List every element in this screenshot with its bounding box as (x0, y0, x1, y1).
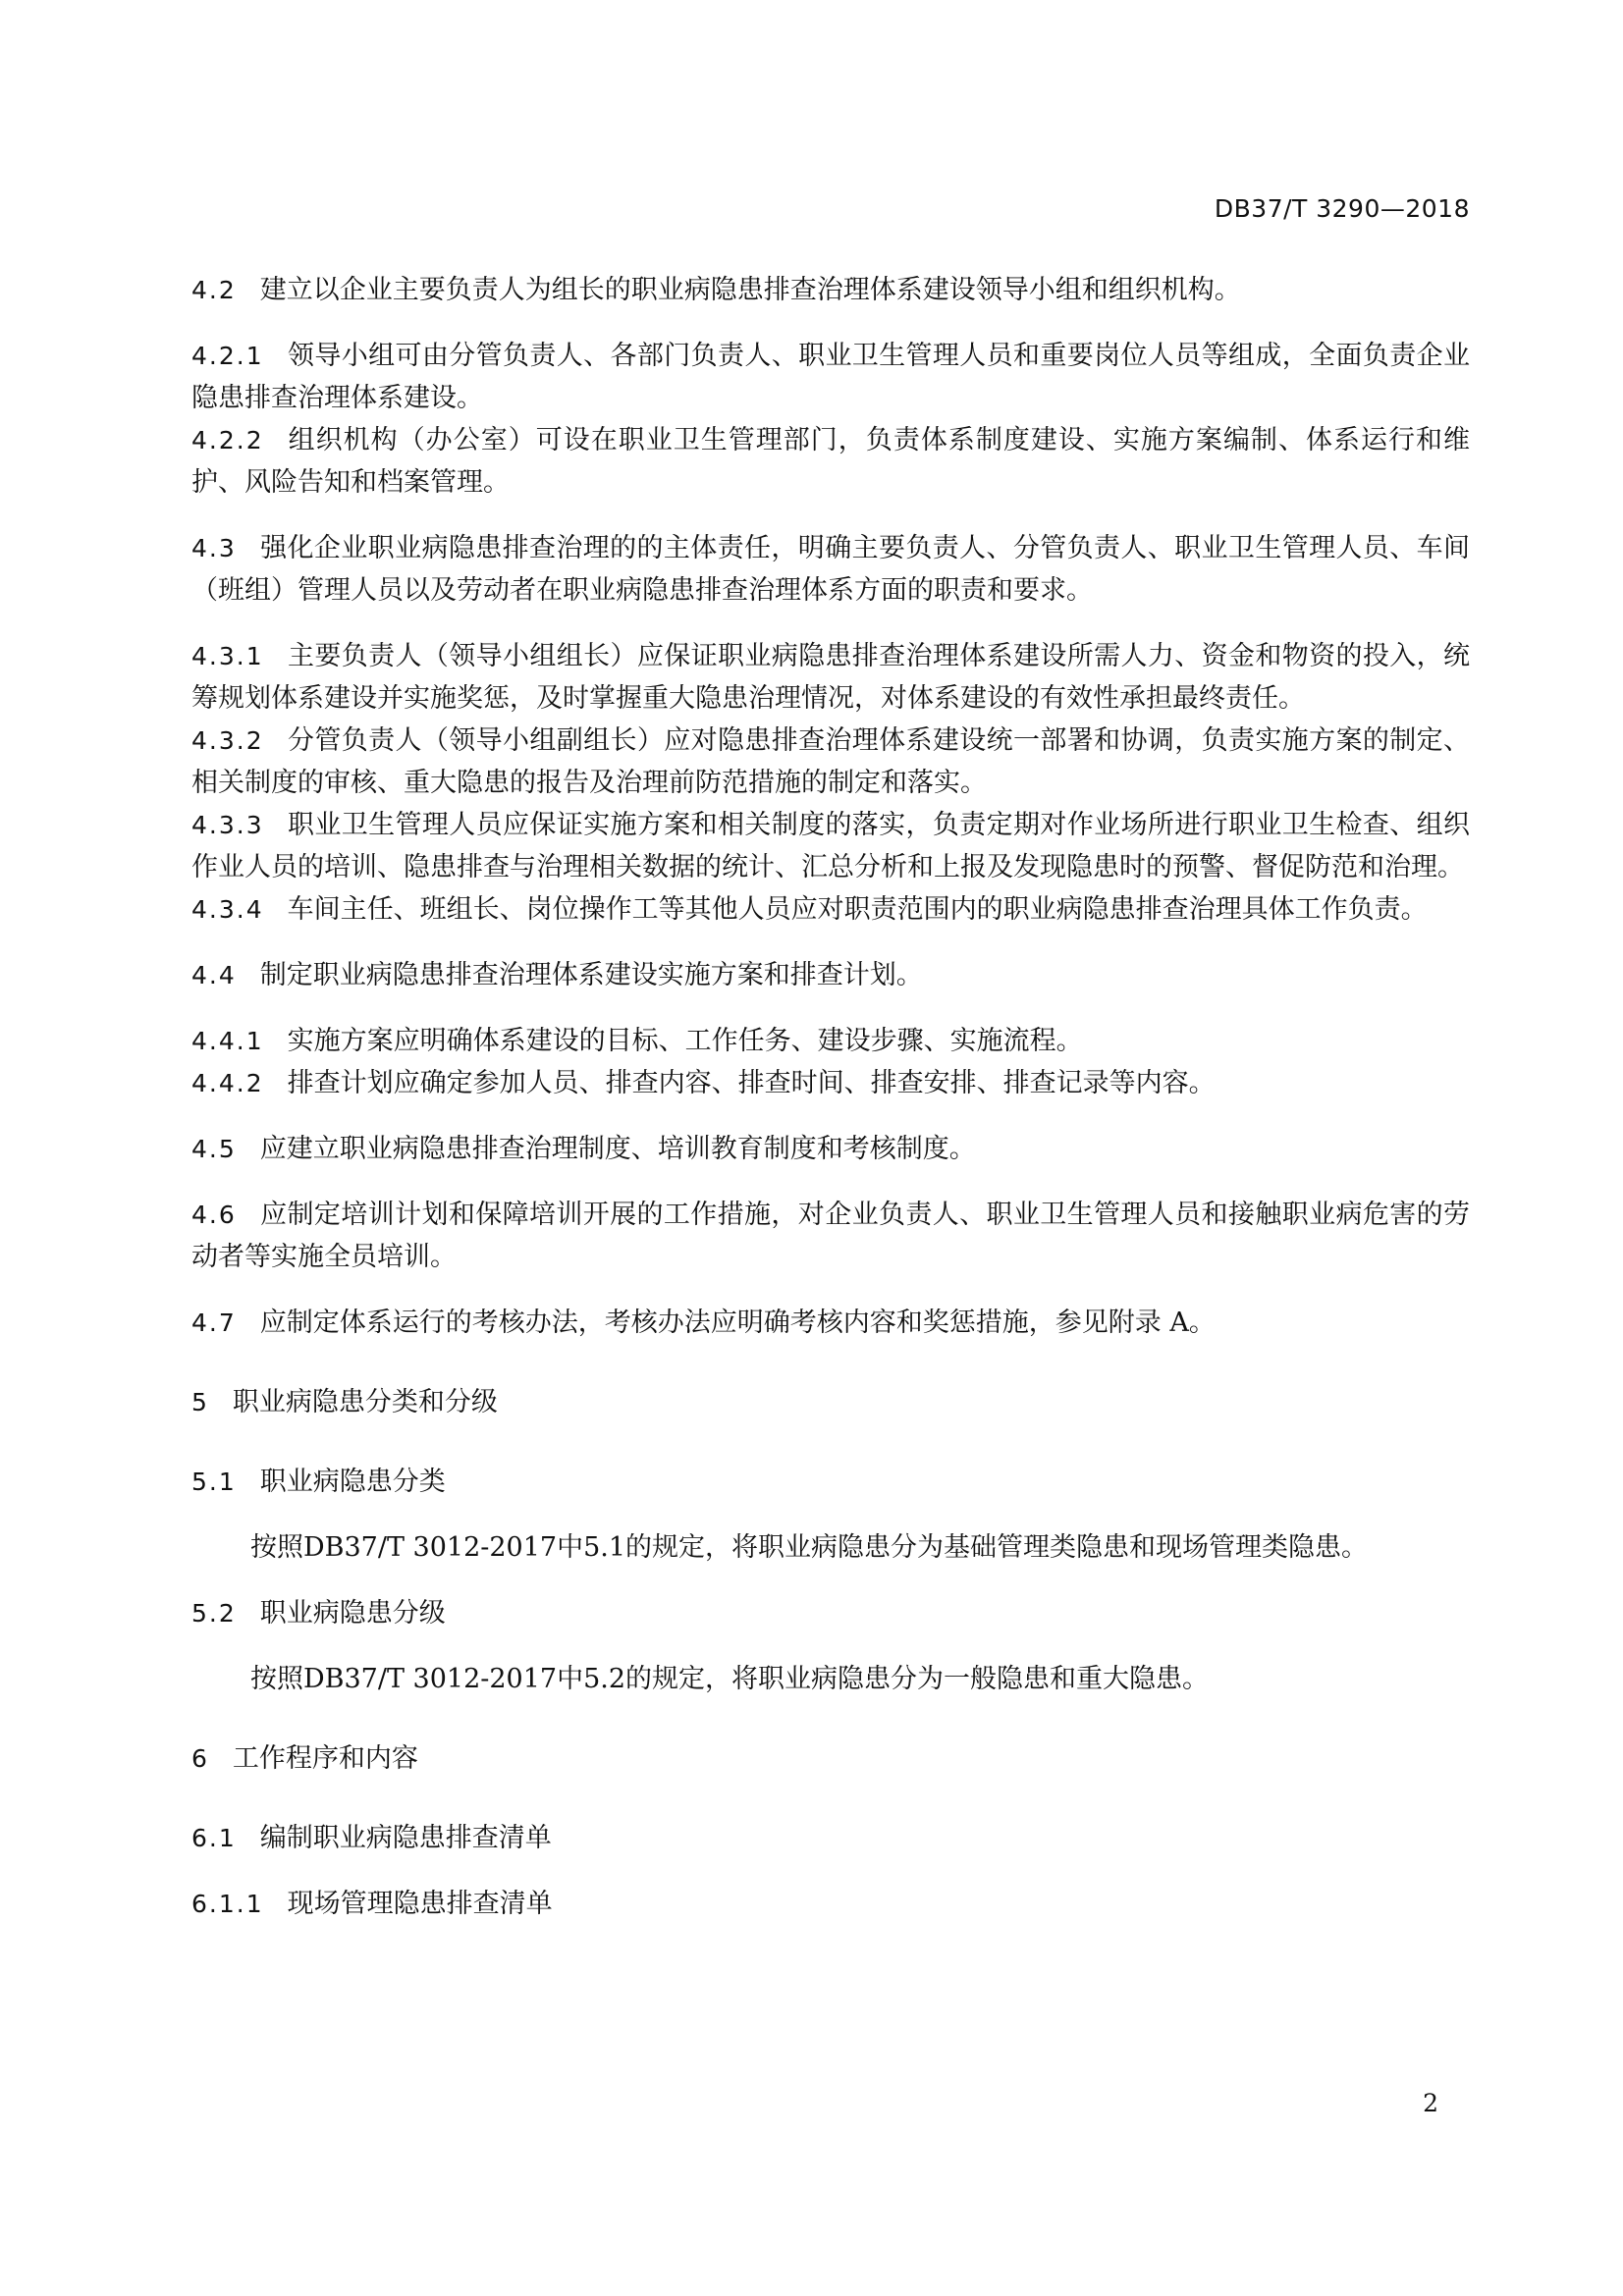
subsection-5-1-heading (191, 1461, 1470, 1503)
section-number: 6.1.1 (191, 1890, 264, 1918)
clause-text: 制定职业病隐患排查治理体系建设实施方案和排查计划。 (259, 960, 923, 990)
section-title: 编制职业病隐患排查清单 (259, 1823, 552, 1853)
section-title: 职业病隐患分类 (259, 1467, 446, 1497)
section-title: 现场管理隐患排查清单 (287, 1889, 553, 1919)
section-title: 工作程序和内容 (232, 1743, 418, 1774)
clause-4-3-1 (191, 635, 1470, 720)
clause-number: 4.3.4 (191, 895, 264, 924)
section-title: 职业病隐患分级 (259, 1598, 446, 1629)
clause-text: 排查计划应确定参加人员、排查内容、排查时间、排查安排、排查记录等内容。 (287, 1068, 1216, 1098)
clause-text: 建立以企业主要负责人为组长的职业病隐患排查治理体系建设领导小组和组织机构。 (259, 275, 1241, 305)
clause-number: 4.3.2 (191, 726, 264, 755)
clause-text: 车间主任、班组长、岗位操作工等其他人员应对职责范围内的职业病隐患排查治理具体工作负责。 (287, 894, 1428, 925)
clause-number: 4.3 (191, 534, 237, 562)
document-body (191, 257, 1470, 1925)
clause-4-2 (191, 269, 1470, 311)
clause-4-4-2 (191, 1062, 1470, 1104)
section-number: 5 (191, 1388, 209, 1416)
clause-4-7 (191, 1302, 1470, 1344)
clause-4-3-3 (191, 804, 1470, 888)
clause-4-4 (191, 954, 1470, 996)
clause-text: 领导小组可由分管负责人、各部门负责人、职业卫生管理人员和重要岗位人员等组成，全面负责企业隐患排查治理体系建设。 (191, 341, 1470, 413)
clause-number: 4.3.1 (191, 642, 264, 670)
clause-number: 4.4.1 (191, 1027, 264, 1055)
clause-number: 4.2 (191, 276, 237, 304)
clause-4-4-1 (191, 1020, 1470, 1062)
section-number: 5.2 (191, 1599, 237, 1628)
clause-number: 4.4 (191, 961, 237, 989)
clause-number: 4.3.3 (191, 811, 264, 839)
clause-number: 4.4.2 (191, 1069, 264, 1097)
page-number: 2 (1423, 2089, 1438, 2117)
clause-number: 4.2.1 (191, 342, 264, 370)
section-5-heading (191, 1381, 1470, 1423)
subsection-6-1-1-heading (191, 1883, 1470, 1925)
clause-number: 4.5 (191, 1135, 237, 1163)
clause-4-6 (191, 1194, 1470, 1278)
paragraph-5-1: 按照DB37/T 3012-2017中5.1的规定，将职业病隐患分为基础管理类隐患和现场管理类隐患。 (250, 1532, 1369, 1563)
clause-4-5 (191, 1128, 1470, 1170)
clause-4-2-1 (191, 335, 1470, 419)
subsection-5-2-heading (191, 1592, 1470, 1634)
clause-text: 实施方案应明确体系建设的目标、工作任务、建设步骤、实施流程。 (287, 1026, 1083, 1056)
clause-text: 分管负责人（领导小组副组长）应对隐患排查治理体系建设统一部署和协调，负责实施方案的制定、相关制度的审核、重大隐患的报告及治理前防范措施的制定和落实。 (191, 725, 1470, 798)
clause-text: 组织机构（办公室）可设在职业卫生管理部门，负责体系制度建设、实施方案编制、体系运行和维护、风险告知和档案管理。 (191, 425, 1470, 498)
clause-text: 应制定体系运行的考核办法，考核办法应明确考核内容和奖惩措施，参见附录 A。 (259, 1308, 1216, 1338)
subsection-6-1-heading (191, 1817, 1470, 1859)
clause-text: 职业卫生管理人员应保证实施方案和相关制度的落实，负责定期对作业场所进行职业卫生检查、组织作业人员的培训、隐患排查与治理相关数据的统计、汇总分析和上报及发现隐患时的预警、督促防范和治理。 (191, 810, 1470, 882)
clause-number: 4.6 (191, 1201, 237, 1229)
clause-number: 4.2.2 (191, 426, 264, 454)
clause-number: 4.7 (191, 1308, 237, 1337)
clause-4-2-2 (191, 419, 1470, 504)
clause-text: 主要负责人（领导小组组长）应保证职业病隐患排查治理体系建设所需人力、资金和物资的投入，统筹规划体系建设并实施奖惩，及时掌握重大隐患治理情况，对体系建设的有效性承担最终责任。 (191, 641, 1470, 714)
document-code-header: DB37/T 3290—2018 (1214, 194, 1470, 223)
clause-4-3-4 (191, 888, 1470, 931)
section-number: 6.1 (191, 1824, 237, 1852)
section-number: 6 (191, 1744, 209, 1773)
section-title: 职业病隐患分类和分级 (232, 1387, 498, 1417)
clause-4-3-2 (191, 720, 1470, 804)
section-number: 5.1 (191, 1468, 237, 1496)
clause-text: 应建立职业病隐患排查治理制度、培训教育制度和考核制度。 (259, 1134, 976, 1164)
clause-text: 应制定培训计划和保障培训开展的工作措施，对企业负责人、职业卫生管理人员和接触职业病危害的劳动者等实施全员培训。 (191, 1200, 1470, 1272)
paragraph-5-2: 按照DB37/T 3012-2017中5.2的规定，将职业病隐患分为一般隐患和重大隐患。 (250, 1664, 1210, 1694)
clause-4-3 (191, 527, 1470, 612)
section-6-heading (191, 1737, 1470, 1780)
clause-text: 强化企业职业病隐患排查治理的的主体责任，明确主要负责人、分管负责人、职业卫生管理人员、车间（班组）管理人员以及劳动者在职业病隐患排查治理体系方面的职责和要求。 (191, 533, 1470, 606)
